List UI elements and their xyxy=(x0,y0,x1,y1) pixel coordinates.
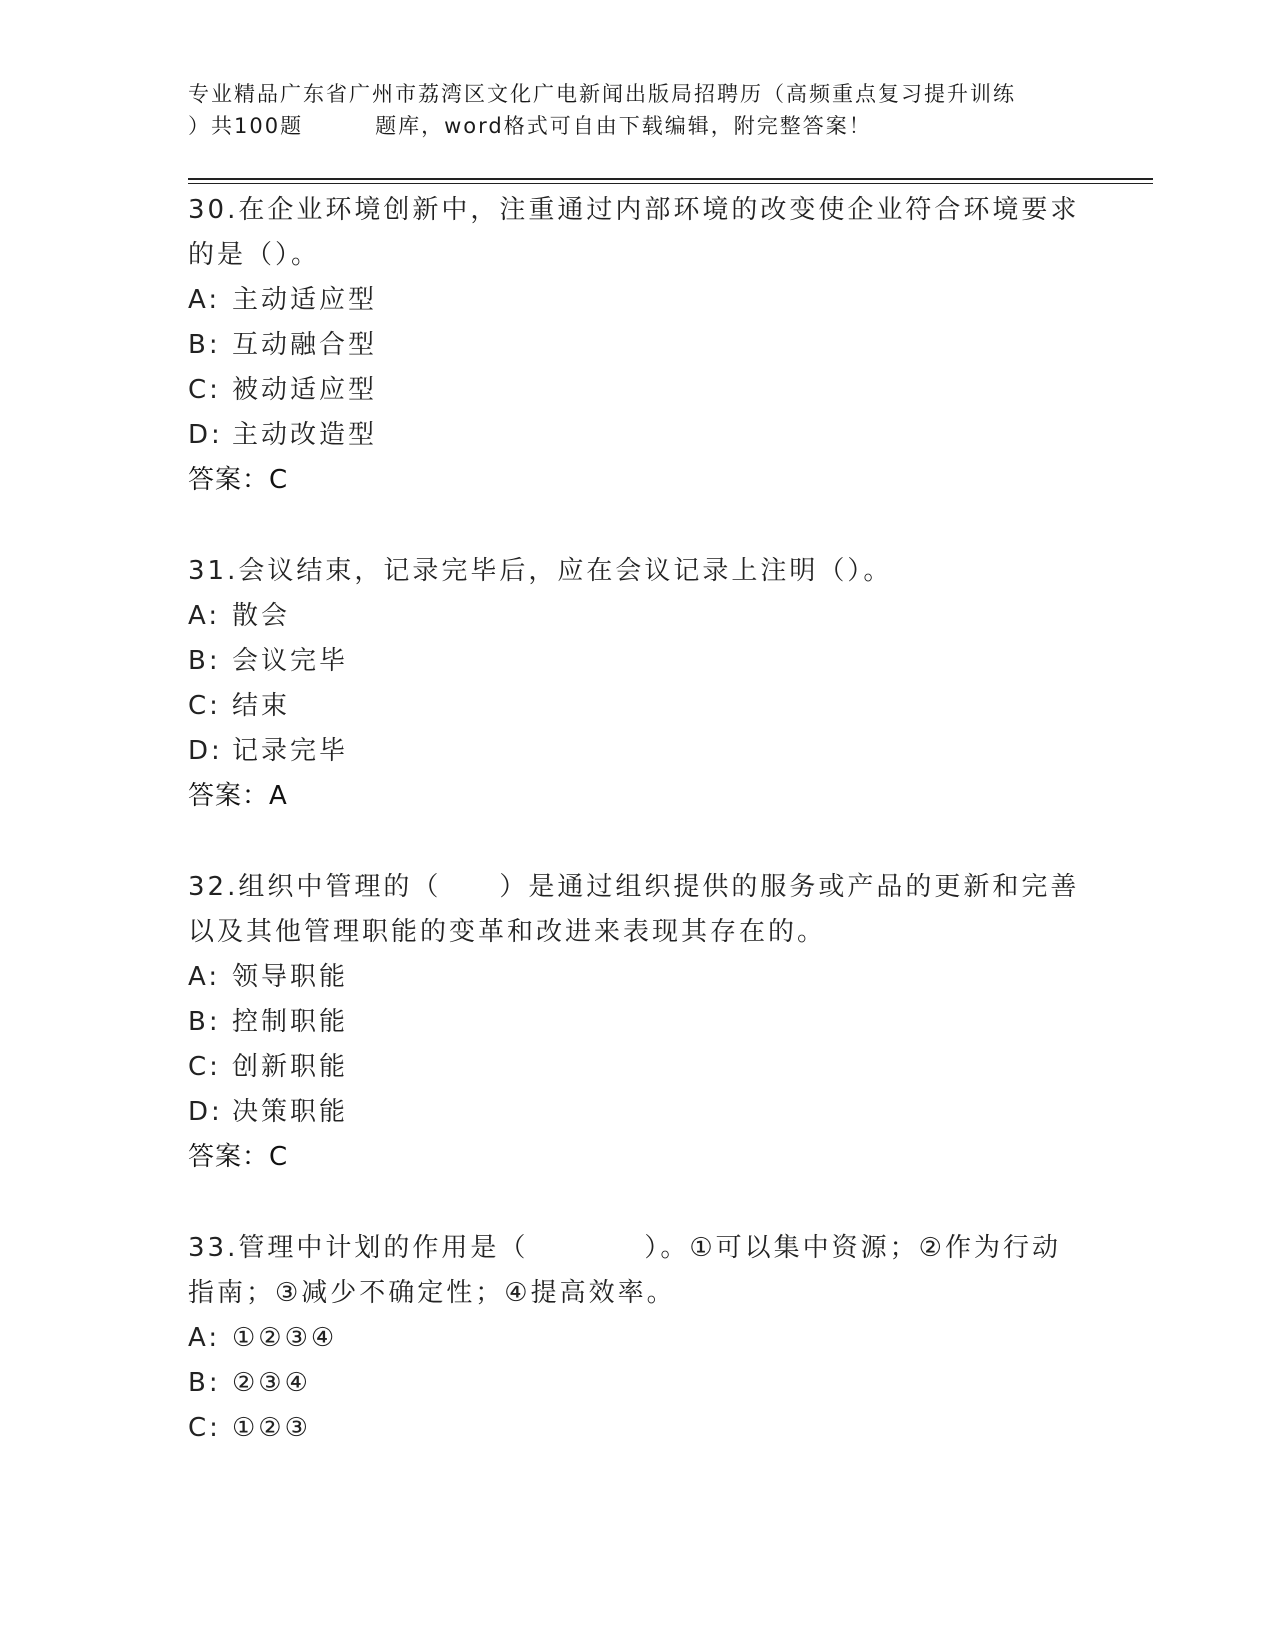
option-key: D: xyxy=(188,420,223,450)
option-text: ①②③④ xyxy=(232,1323,338,1353)
answer-text: 答案：C xyxy=(188,465,289,495)
option-text: 记录完毕 xyxy=(232,736,349,766)
option-c xyxy=(188,368,1088,413)
option-text: 主动适应型 xyxy=(232,285,378,315)
question-list xyxy=(188,188,1088,1497)
option-key: C: xyxy=(188,1052,221,1082)
option-key: C: xyxy=(188,691,221,721)
option-text: 控制职能 xyxy=(232,1007,349,1037)
option-d xyxy=(188,413,1088,458)
option-b xyxy=(188,639,1088,684)
option-key: B: xyxy=(188,330,221,360)
option-c xyxy=(188,684,1088,729)
question-stem: 30.在企业环境创新中，注重通过内部环境的改变使企业符合环境要求的是（）。 xyxy=(188,195,1080,270)
question-stem: 32.组织中管理的（ ）是通过组织提供的服务或产品的更新和完善以及其他管理职能的变革和改进来表现其存在的。 xyxy=(188,872,1080,947)
option-a xyxy=(188,1316,1088,1361)
option-text: 主动改造型 xyxy=(232,420,378,450)
question-stem: 33.管理中计划的作用是（ ）。①可以集中资源；②作为行动指南；③减少不确定性；④提高效率。 xyxy=(188,1233,1061,1308)
option-key: B: xyxy=(188,646,221,676)
header-line-2-part-a: ）共100题 xyxy=(188,114,304,138)
question-32 xyxy=(188,865,1088,1180)
option-key: C: xyxy=(188,375,221,405)
option-text: ②③④ xyxy=(232,1368,311,1398)
question-33 xyxy=(188,1226,1088,1451)
option-d xyxy=(188,1090,1088,1135)
header-divider-thick xyxy=(188,178,1153,180)
option-text: 互动融合型 xyxy=(232,330,378,360)
header-line-2 xyxy=(188,110,1088,142)
option-text: 被动适应型 xyxy=(232,375,378,405)
header-divider-thin xyxy=(188,183,1153,184)
option-key: D: xyxy=(188,1097,223,1127)
header-line-1: 专业精品广东省广州市荔湾区文化广电新闻出版局招聘历（高频重点复习提升训练 xyxy=(188,82,1016,106)
option-key: A: xyxy=(188,1323,221,1353)
option-a xyxy=(188,278,1088,323)
option-key: A: xyxy=(188,285,221,315)
header-line-2-part-b: 题库，word格式可自由下载编辑，附完整答案！ xyxy=(375,114,872,138)
option-text: 决策职能 xyxy=(232,1097,349,1127)
document-header xyxy=(188,78,1088,142)
option-text: 会议完毕 xyxy=(232,646,349,676)
answer-text: 答案：A xyxy=(188,781,288,811)
option-b xyxy=(188,323,1088,368)
option-a xyxy=(188,955,1088,1000)
option-key: A: xyxy=(188,962,221,992)
option-key: B: xyxy=(188,1368,221,1398)
option-text: 领导职能 xyxy=(232,962,349,992)
option-b xyxy=(188,1000,1088,1045)
question-stem: 31.会议结束，记录完毕后，应在会议记录上注明（）。 xyxy=(188,556,893,586)
option-a xyxy=(188,594,1088,639)
option-key: B: xyxy=(188,1007,221,1037)
option-key: D: xyxy=(188,736,223,766)
option-text: 创新职能 xyxy=(232,1052,349,1082)
option-c xyxy=(188,1406,1088,1451)
question-30 xyxy=(188,188,1088,503)
option-d xyxy=(188,729,1088,774)
option-c xyxy=(188,1045,1088,1090)
option-text: 结束 xyxy=(232,691,291,721)
option-text: 散会 xyxy=(232,601,291,631)
option-b xyxy=(188,1361,1088,1406)
option-text: ①②③ xyxy=(232,1413,311,1443)
option-key: A: xyxy=(188,601,221,631)
question-31 xyxy=(188,549,1088,819)
answer-text: 答案：C xyxy=(188,1142,289,1172)
option-key: C: xyxy=(188,1413,221,1443)
